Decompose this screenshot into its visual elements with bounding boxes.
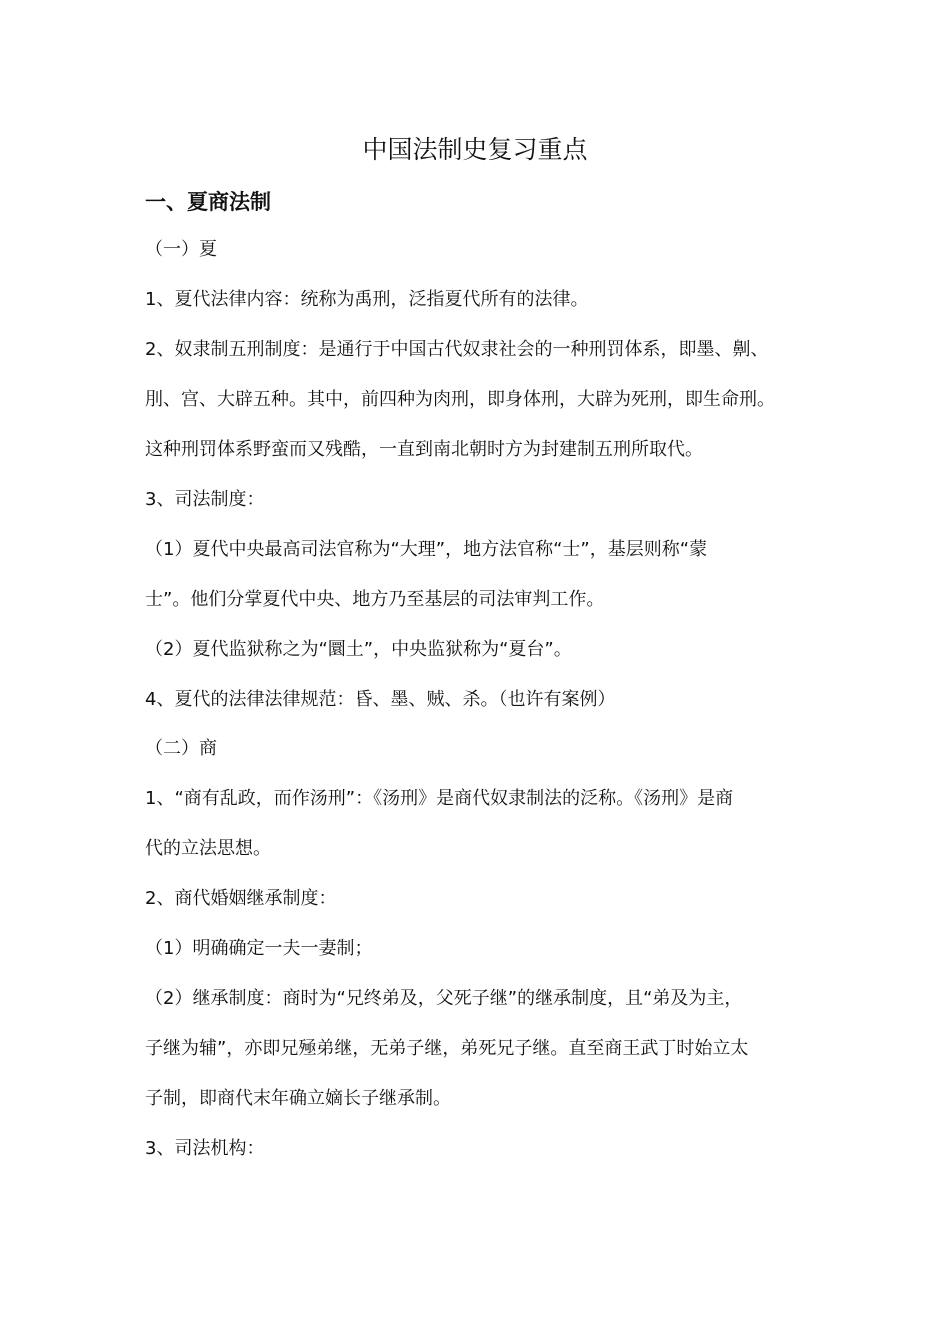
paragraph-line: 子制，即商代末年确立嫡长子继承制。: [145, 1088, 451, 1109]
paragraph-line: 2、奴隶制五刑制度：是通行于中国古代奴隶社会的一种刑罚体系，即墨、劓、: [145, 339, 769, 360]
paragraph-line: 士”。他们分掌夏代中央、地方乃至基层的司法审判工作。: [145, 589, 605, 610]
document-title: 中国法制史复习重点: [362, 135, 588, 164]
section-heading: 一、夏商法制: [145, 190, 271, 214]
paragraph-line: 1、夏代法律内容：统称为禹刑，泛指夏代所有的法律。: [145, 289, 589, 310]
paragraph-line: 这种刑罚体系野蛮而又残酷，一直到南北朝时方为封建制五刑所取代。: [145, 439, 703, 460]
paragraph-line: 子继为辅”，亦即兄殛弟继，无弟子继，弟死兄子继。直至商王武丁时始立太: [145, 1038, 749, 1059]
subsection-heading-shang: （二）商: [145, 738, 217, 759]
paragraph-line: （1）明确确定一夫一妻制；: [145, 938, 373, 959]
paragraph-line: （1）夏代中央最高司法官称为“大理”，地方法官称“士”，基层则称“蒙: [145, 539, 708, 560]
paragraph-line: 3、司法机构：: [145, 1138, 265, 1159]
paragraph-line: 1、“商有乱政，而作汤刑”：《汤刑》是商代奴隶制法的泛称。《汤刑》是商: [145, 788, 734, 809]
paragraph-line: 3、司法制度：: [145, 489, 265, 510]
paragraph-line: 4、夏代的法律法律规范：昏、墨、贼、杀。（也许有案例）: [145, 689, 616, 710]
paragraph-line: 2、商代婚姻继承制度：: [145, 888, 337, 909]
subsection-heading-xia: （一）夏: [145, 239, 217, 260]
paragraph-line: 代的立法思想。: [145, 838, 271, 859]
paragraph-line: 刖、宫、大辟五种。其中，前四种为肉刑，即身体刑，大辟为死刑，即生命刑。: [145, 389, 775, 410]
paragraph-line: （2）夏代监狱称之为“圜土”，中央监狱称为“夏台”。: [145, 639, 572, 660]
paragraph-line: （2）继承制度：商时为“兄终弟及，父死子继”的继承制度，且“弟及为主，: [145, 988, 743, 1009]
